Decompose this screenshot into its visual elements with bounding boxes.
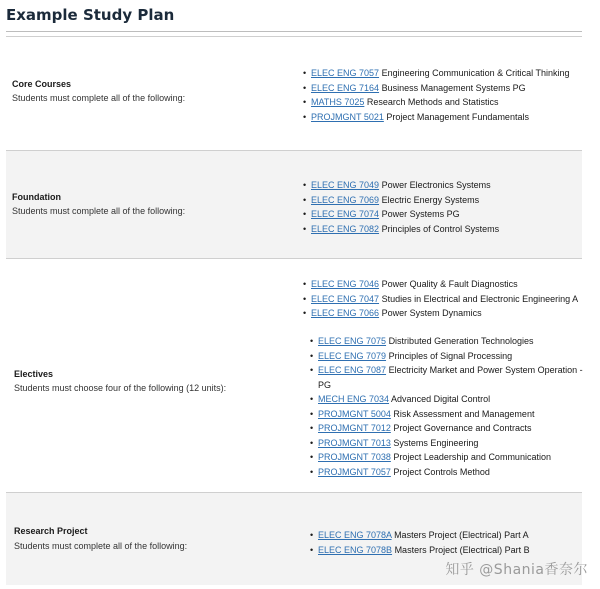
- course-item: [303, 95, 570, 110]
- course-name: Principles of Control Systems: [381, 223, 500, 234]
- course-list: [310, 334, 593, 479]
- course-code-link[interactable]: PROJMGNT 7013: [318, 437, 391, 448]
- course-item: [310, 392, 593, 407]
- course-item: [303, 193, 499, 208]
- course-name: Electric Energy Systems: [381, 194, 480, 205]
- course-item: [310, 450, 593, 465]
- course-code-link[interactable]: MECH ENG 7034: [318, 394, 390, 404]
- section-heading: Electives: [14, 369, 54, 379]
- course-list: [303, 178, 499, 236]
- section-heading: Core Courses: [12, 79, 72, 89]
- course-name: Project Controls Method: [393, 466, 490, 477]
- course-name: Principles of Signal Processing: [388, 350, 513, 361]
- section-core-courses: [6, 36, 582, 151]
- course-code-link[interactable]: ELEC ENG 7082: [311, 223, 380, 234]
- course-item: [310, 436, 593, 451]
- section-heading: Research Project: [14, 526, 88, 536]
- course-list-cell: [296, 37, 582, 151]
- course-item: [303, 110, 570, 125]
- course-item: [303, 222, 499, 237]
- section-description: Students must choose four of the following (12 units):: [14, 383, 227, 393]
- course-code-link[interactable]: ELEC ENG 7078B: [318, 544, 393, 555]
- course-name: Advanced Digital Control: [391, 394, 491, 404]
- course-code-link[interactable]: ELEC ENG 7079: [318, 350, 387, 361]
- course-name: Project Governance and Contracts: [393, 423, 532, 433]
- course-list-top: [303, 277, 586, 321]
- course-item: [310, 363, 593, 392]
- course-code-link[interactable]: ELEC ENG 7046: [311, 279, 380, 289]
- course-code-link[interactable]: ELEC ENG 7087: [318, 365, 387, 375]
- course-name: Studies in Electrical and Electronic Engineering A: [381, 293, 579, 304]
- course-code-link[interactable]: PROJMGNT 7057: [318, 466, 391, 477]
- course-name: Risk Assessment and Management: [393, 408, 535, 419]
- page-title: Example Study Plan: [6, 6, 175, 24]
- course-list: [310, 528, 530, 557]
- course-name: Systems Engineering: [393, 437, 479, 448]
- title-divider: [6, 31, 582, 32]
- course-name: Electricity Market and Power System Operation - PG: [318, 365, 583, 390]
- course-item: [310, 465, 593, 480]
- course-code-link[interactable]: ELEC ENG 7057: [311, 68, 380, 78]
- course-code-link[interactable]: PROJMGNT 5004: [318, 408, 391, 419]
- course-item: [310, 543, 530, 558]
- course-code-link[interactable]: ELEC ENG 7164: [311, 82, 380, 93]
- course-item: [303, 306, 586, 321]
- course-name: Research Methods and Statistics: [366, 97, 499, 107]
- course-list-cell: [296, 151, 582, 259]
- course-name: Engineering Communication & Critical Thinking: [381, 68, 570, 78]
- course-name: Project Management Fundamentals: [386, 111, 529, 122]
- course-item: [303, 207, 499, 222]
- course-name: Masters Project (Electrical) Part B: [394, 544, 530, 555]
- section-description: Students must complete all of the following:: [14, 541, 188, 551]
- course-code-link[interactable]: MATHS 7025: [311, 97, 365, 107]
- course-list-cell: [296, 259, 582, 493]
- course-name: Masters Project (Electrical) Part A: [394, 530, 529, 540]
- course-code-link[interactable]: PROJMGNT 5021: [311, 111, 384, 122]
- course-name: Business Management Systems PG: [381, 82, 526, 93]
- course-code-link[interactable]: ELEC ENG 7049: [311, 180, 380, 190]
- section-foundation: [6, 150, 582, 259]
- section-description: Students must complete all of the following:: [12, 93, 186, 103]
- course-item: [303, 277, 586, 292]
- course-name: Power Electronics Systems: [381, 180, 491, 190]
- course-code-link[interactable]: ELEC ENG 7075: [318, 336, 387, 346]
- course-code-link[interactable]: ELEC ENG 7047: [311, 293, 380, 304]
- section-label-cell: [6, 37, 296, 151]
- course-item: [310, 334, 593, 349]
- course-code-link[interactable]: PROJMGNT 7038: [318, 452, 391, 462]
- watermark: 知乎 @Shania香奈尔: [445, 562, 588, 578]
- course-item: [310, 421, 593, 436]
- course-item: [303, 178, 499, 193]
- course-list: [303, 66, 570, 124]
- section-label-cell: [6, 151, 296, 259]
- course-code-link[interactable]: PROJMGNT 7012: [318, 423, 391, 433]
- course-code-link[interactable]: ELEC ENG 7069: [311, 194, 380, 205]
- section-description: Students must complete all of the following:: [12, 206, 186, 216]
- course-item: [303, 292, 586, 307]
- section-label-cell: [6, 259, 296, 493]
- course-item: [310, 407, 593, 422]
- course-item: [303, 66, 570, 81]
- course-item: [303, 81, 570, 96]
- course-code-link[interactable]: ELEC ENG 7078A: [318, 530, 392, 540]
- course-name: Project Leadership and Communication: [393, 452, 551, 462]
- course-code-link[interactable]: ELEC ENG 7074: [311, 209, 380, 219]
- course-name: Distributed Generation Technologies: [388, 336, 534, 346]
- course-code-link[interactable]: ELEC ENG 7066: [311, 308, 380, 318]
- section-label-cell: [6, 493, 296, 585]
- course-name: Power Systems PG: [381, 209, 460, 219]
- section-heading: Foundation: [12, 192, 61, 202]
- course-item: [310, 349, 593, 364]
- course-name: Power System Dynamics: [381, 308, 482, 318]
- course-item: [310, 528, 530, 543]
- course-name: Power Quality & Fault Diagnostics: [381, 279, 518, 289]
- section-electives: [6, 258, 582, 493]
